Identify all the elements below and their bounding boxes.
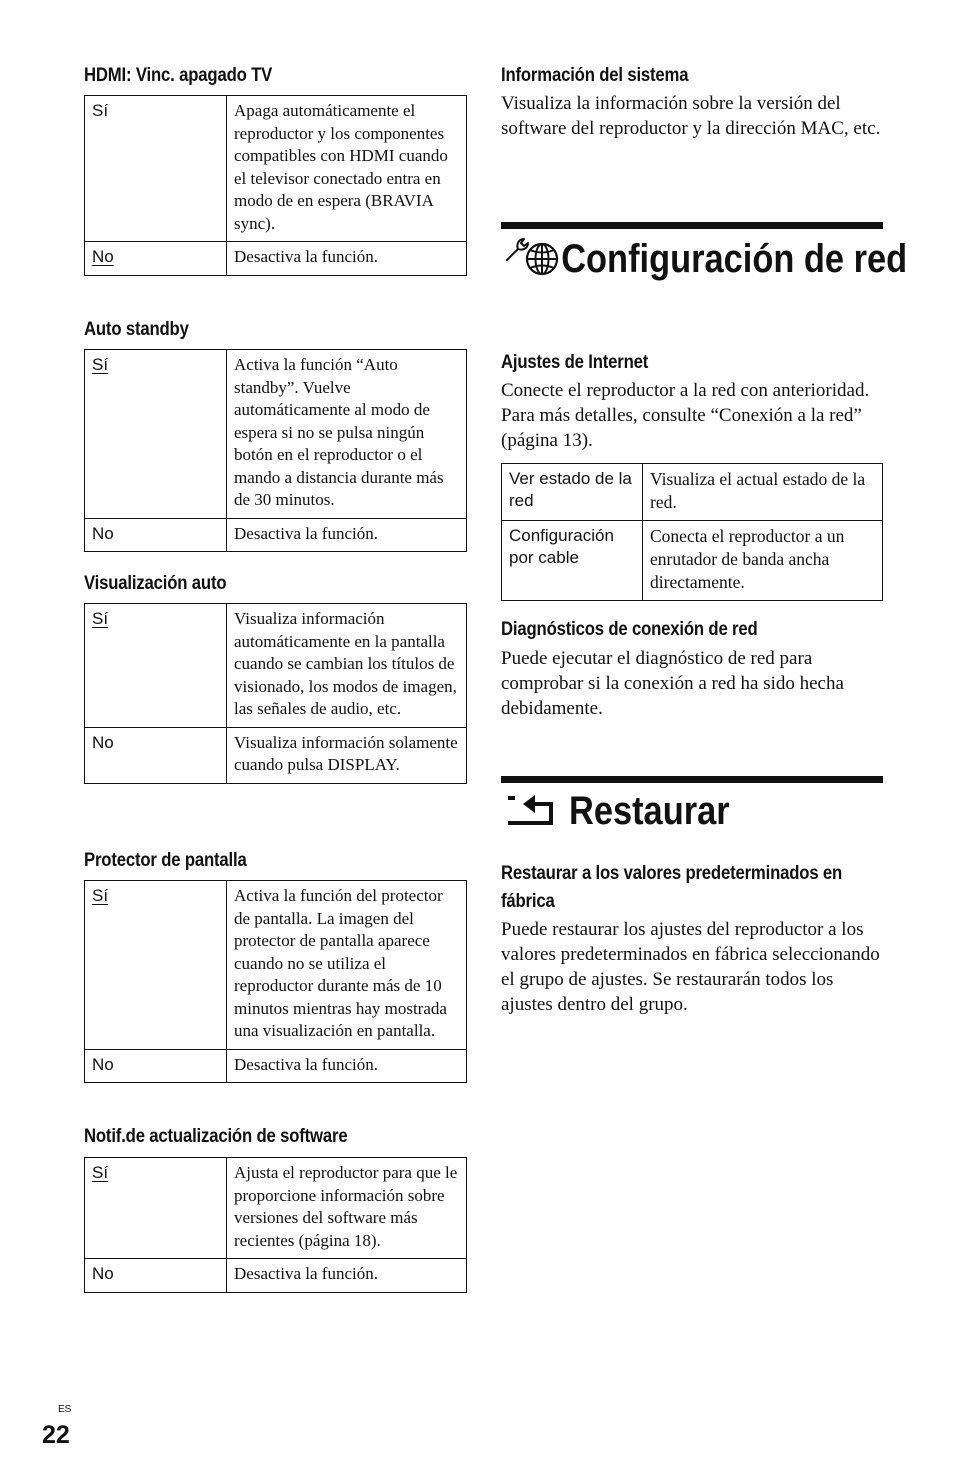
option-value: Desactiva la función. bbox=[227, 518, 467, 552]
table-row bbox=[85, 1049, 467, 1083]
option-key: Configuración por cable bbox=[502, 521, 643, 601]
paragraph-info-sistema: Visualiza la información sobre la versión del software del reproductor y la dirección MAC, etc. bbox=[501, 93, 881, 139]
heading-restaurar-text: Restaurar bbox=[569, 789, 730, 833]
option-key: No bbox=[85, 518, 227, 552]
table-row bbox=[502, 521, 883, 601]
options-table-protector bbox=[84, 880, 467, 1083]
section-title-ajustes-internet: Ajustes de Internet bbox=[501, 352, 649, 373]
options-table-hdmi bbox=[84, 95, 467, 276]
option-value: Ajusta el reproductor para que le proporcione información sobre versiones del software más recientes (página 18). bbox=[227, 1158, 467, 1259]
reset-arrow-icon bbox=[505, 792, 557, 828]
option-value: Activa la función “Auto standby”. Vuelve automáticamente al modo de espera si no se pulsa ningún botón en el reproductor o el mando a distancia durante más de 30 minutos. bbox=[227, 350, 467, 519]
option-value: Activa la función del protector de pantalla. La imagen del protector de pantalla aparece cuando no se utiliza el reproductor durante más de 10 minutos mientras hay mostrada una visualización en pantalla. bbox=[227, 881, 467, 1050]
option-key: No bbox=[85, 1049, 227, 1083]
option-key: No bbox=[85, 727, 227, 783]
paragraph-diagnosticos: Puede ejecutar el diagnóstico de red para comprobar si la conexión a red ha sido hecha debidamente. bbox=[501, 648, 844, 719]
options-table-internet bbox=[501, 463, 883, 601]
heading-configuracion-red bbox=[501, 237, 908, 281]
option-value: Desactiva la función. bbox=[227, 242, 467, 276]
table-row bbox=[85, 1158, 467, 1259]
heading-configuracion-red-text: Configuración de red bbox=[561, 237, 908, 281]
section-title-visualizacion-auto: Visualización auto bbox=[84, 573, 227, 594]
option-value: Visualiza el actual estado de la red. bbox=[643, 464, 883, 521]
option-value: Visualiza información automáticamente en la pantalla cuando se cambian los títulos de visionado, los modos de imagen, las señales de audio, etc. bbox=[227, 604, 467, 728]
table-row bbox=[85, 727, 467, 783]
option-key: Sí bbox=[85, 604, 227, 728]
table-row bbox=[502, 464, 883, 521]
option-key: Sí bbox=[85, 1158, 227, 1259]
table-row bbox=[85, 96, 467, 242]
option-value: Desactiva la función. bbox=[227, 1259, 467, 1293]
option-key: Ver estado de la red bbox=[502, 464, 643, 521]
table-row bbox=[85, 1259, 467, 1293]
option-key: Sí bbox=[85, 96, 227, 242]
table-row bbox=[85, 604, 467, 728]
option-value: Desactiva la función. bbox=[227, 1049, 467, 1083]
paragraph-ajustes-internet: Conecte el reproductor a la red con anterioridad. Para más detalles, consulte “Conexión a la red” (página 13). bbox=[501, 380, 870, 451]
paragraph-restaurar-fabrica: Puede restaurar los ajustes del reproductor a los valores predeterminados en fábrica seleccionando el grupo de ajustes. Se restaurarán todos los ajustes dentro del grupo. bbox=[501, 919, 880, 1015]
table-row bbox=[85, 242, 467, 276]
section-title-diagnosticos: Diagnósticos de conexión de red bbox=[501, 619, 758, 640]
option-value: Conecta el reproductor a un enrutador de banda ancha directamente. bbox=[643, 521, 883, 601]
option-key: No bbox=[85, 1259, 227, 1293]
option-key: Sí bbox=[85, 881, 227, 1050]
option-key: No bbox=[85, 242, 227, 276]
section-title-auto-standby: Auto standby bbox=[84, 319, 189, 340]
page-number: 22 bbox=[42, 1421, 70, 1449]
options-table-visualizacion-auto bbox=[84, 603, 467, 784]
table-row bbox=[85, 350, 467, 519]
options-table-notif-software bbox=[84, 1157, 467, 1293]
section-title-restaurar-fabrica: Restaurar a los valores predeterminados en fábrica bbox=[501, 863, 843, 912]
section-title-info-sistema: Información del sistema bbox=[501, 65, 689, 86]
option-value: Apaga automáticamente el reproductor y los componentes compatibles con HDMI cuando el televisor conectado entra en modo de en espera (BRAVIA sync). bbox=[227, 96, 467, 242]
section-title-notif-software: Notif.de actualización de software bbox=[84, 1126, 348, 1147]
options-table-auto-standby bbox=[84, 349, 467, 552]
section-title-protector: Protector de pantalla bbox=[84, 850, 247, 871]
heading-rule bbox=[501, 222, 883, 229]
heading-rule bbox=[501, 776, 883, 783]
heading-restaurar bbox=[569, 790, 756, 832]
option-key: Sí bbox=[85, 350, 227, 519]
table-row bbox=[85, 881, 467, 1050]
section-title-hdmi: HDMI: Vinc. apagado TV bbox=[84, 65, 273, 86]
table-row bbox=[85, 518, 467, 552]
option-value: Visualiza información solamente cuando pulsa DISPLAY. bbox=[227, 727, 467, 783]
footer-language-code: ES bbox=[58, 1404, 72, 1415]
